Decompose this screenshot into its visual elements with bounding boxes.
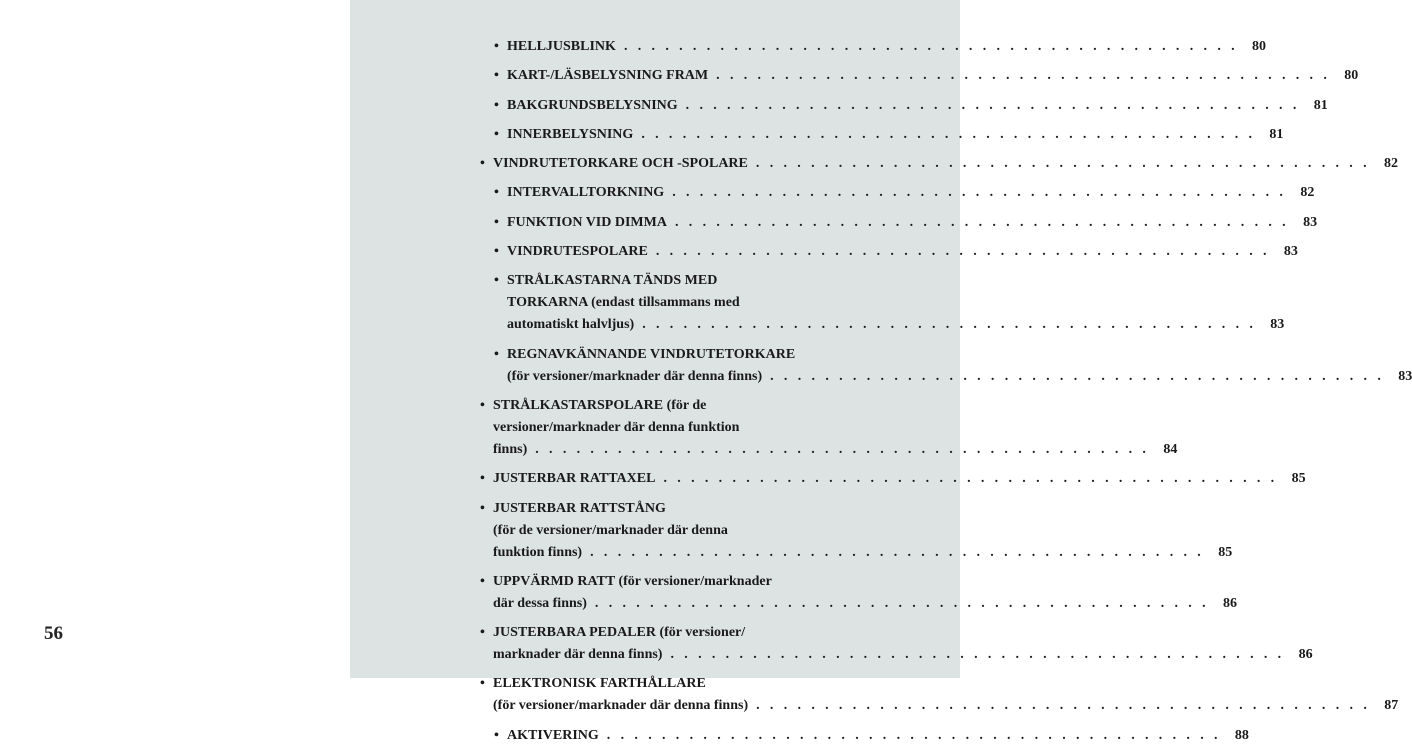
toc-entry[interactable] [480,468,1306,490]
toc-entry-continuation [494,366,1412,388]
toc-entry-title: STRÅLKASTARSPOLARE (för de [493,397,707,413]
page-number: 56 [44,623,63,644]
dot-leader: . . . . . . . . . . . . . . . . . . . . . . . . . . . . . . . . . . . . . . . . . . . . . [642,317,1257,333]
toc-page-number: 85 [1218,544,1233,560]
bullet-icon: • [494,346,499,362]
dot-leader: . . . . . . . . . . . . . . . . . . . . . . . . . . . . . . . . . . . . . . . . . . . . . [590,544,1205,560]
toc-entry-title: marknader där denna finns) [493,647,663,663]
bullet-icon: • [480,625,485,641]
toc-entry[interactable] [480,571,1237,615]
toc-entry-title: FUNKTION VID DIMMA [507,214,667,230]
right-page [350,0,1412,743]
toc-entry-line [494,212,1318,234]
toc-entry[interactable] [494,182,1315,204]
toc-page-number: 80 [1252,39,1267,54]
toc-entry-line [494,182,1315,204]
toc-entry-continuation [480,520,910,542]
toc-entry-title: (för versioner/marknader där denna finns) [493,698,749,714]
toc-entry-title: (för de versioner/marknader där denna [493,522,728,538]
toc-entry[interactable] [494,124,1284,146]
toc-entry-line [494,36,1267,58]
toc-page-number: 83 [1283,244,1298,260]
toc-entry-title: (för versioner/marknader där denna finns) [507,368,763,384]
bullet-icon: • [494,273,499,289]
toc-entry-title: INTERVALLTORKNING [507,185,665,201]
bullet-icon: • [480,573,485,589]
bullet-icon: • [494,185,499,201]
toc-entry-title: AKTIVERING [507,727,599,743]
toc-entry-title: JUSTERBAR RATTSTÅNG [493,500,666,516]
toc-page-number: 87 [1384,698,1399,714]
toc-entry-line [494,95,1328,117]
toc-entry-continuation [480,542,1233,564]
toc-page-number: 83 [1398,368,1412,384]
bullet-icon: • [494,214,499,230]
table-of-contents [350,36,1412,754]
bullet-icon: • [494,727,499,743]
dot-leader: . . . . . . . . . . . . . . . . . . . . . . . . . . . . . . . . . . . . . . . . . . . . . [672,185,1287,201]
bullet-icon: • [494,126,499,142]
toc-entry-title: REGNAVKÄNNANDE VINDRUTETORKARE [507,346,796,362]
toc-page-number: 81 [1313,97,1328,113]
toc-entry-title: ELEKTRONISK FARTHÅLLARE [493,676,706,692]
toc-entry[interactable] [494,95,1328,117]
toc-entry-title: BAKGRUNDSBELYSNING [507,97,678,113]
toc-page-number: 86 [1298,647,1313,663]
toc-page-number: 86 [1223,595,1237,611]
toc-entry-line [480,153,1398,175]
dot-leader: . . . . . . . . . . . . . . . . . . . . . . . . . . . . . . . . . . . . . . . . . . . . . [641,126,1256,142]
toc-entry-continuation [480,695,1399,717]
dot-leader: . . . . . . . . . . . . . . . . . . . . . . . . . . . . . . . . . . . . . . . . . . . . . [535,441,1150,457]
toc-entry-line [480,395,897,417]
bullet-icon: • [494,97,499,113]
toc-page-number: 85 [1291,471,1306,487]
toc-entry-title: JUSTERBARA PEDALER (för versioner/ [493,625,746,641]
toc-page-number: 88 [1234,727,1249,743]
bullet-icon: • [480,500,485,516]
dot-leader: . . . . . . . . . . . . . . . . . . . . . . . . . . . . . . . . . . . . . . . . . . . . . [755,156,1370,172]
toc-entry[interactable] [494,36,1267,58]
toc-page-number: 82 [1384,156,1398,172]
toc-entry-title: finns) [493,441,528,457]
toc-entry-title: VINDRUTESPOLARE [507,244,648,260]
toc-entry[interactable] [494,270,1285,336]
dot-leader: . . . . . . . . . . . . . . . . . . . . . . . . . . . . . . . . . . . . . . . . . . . . . [685,97,1300,113]
toc-entry-line [494,124,1284,146]
toc-entry-title: VINDRUTETORKARE OCH -SPOLARE [493,156,748,172]
toc-entry[interactable] [494,344,1412,388]
toc-entry-line [494,241,1298,263]
dot-leader: . . . . . . . . . . . . . . . . . . . . . . . . . . . . . . . . . . . . . . . . . . . . . [716,68,1331,84]
toc-page-number: 84 [1163,441,1178,457]
toc-entry-title: INNERBELYSNING [507,126,634,142]
bullet-icon: • [494,244,499,260]
toc-entry-title: HELLJUSBLINK [507,39,616,54]
bullet-icon: • [494,68,499,84]
toc-entry[interactable] [480,153,1398,175]
bullet-icon: • [480,471,485,487]
toc-entry[interactable] [494,725,1249,747]
toc-entry-line [494,344,897,366]
toc-entry-line [494,65,1359,87]
toc-entry-title: där dessa finns) [493,595,587,611]
toc-entry[interactable] [480,622,1313,666]
toc-entry-line [480,498,897,520]
toc-entry-title: STRÅLKASTARNA TÄNDS MED [507,273,718,289]
toc-entry-title: funktion finns) [493,544,583,560]
toc-entry-title: JUSTERBAR RATTAXEL [493,471,656,487]
toc-page-number: 80 [1344,68,1359,84]
dot-leader: . . . . . . . . . . . . . . . . . . . . . . . . . . . . . . . . . . . . . . . . . . . . . [606,727,1221,743]
toc-entry-line [494,270,897,292]
dot-leader: . . . . . . . . . . . . . . . . . . . . . . . . . . . . . . . . . . . . . . . . . . . . . [770,368,1385,384]
toc-entry-title: UPPVÄRMD RATT (för versioner/marknader [493,573,772,589]
toc-entry[interactable] [494,212,1318,234]
dot-leader: . . . . . . . . . . . . . . . . . . . . . . . . . . . . . . . . . . . . . . . . . . . . . [670,647,1285,663]
bullet-icon: • [480,156,485,172]
toc-entry-line [480,673,897,695]
left-page [0,0,350,678]
toc-entry-title: KART-/LÄSBELYSNING FRAM [507,68,709,84]
toc-entry[interactable] [494,241,1298,263]
dot-leader: . . . . . . . . . . . . . . . . . . . . . . . . . . . . . . . . . . . . . . . . . . . . . [663,471,1278,487]
toc-entry-line [494,725,1249,747]
toc-entry[interactable] [494,65,1359,87]
toc-entry-continuation [480,644,1313,666]
toc-entry-continuation [480,593,1237,615]
dot-leader: . . . . . . . . . . . . . . . . . . . . . . . . . . . . . . . . . . . . . . . . . . . . . [594,595,1209,611]
dot-leader: . . . . . . . . . . . . . . . . . . . . . . . . . . . . . . . . . . . . . . . . . . . . . [756,698,1371,714]
toc-entry[interactable] [480,673,1399,717]
toc-entry-title: automatiskt halvljus) [507,317,635,333]
toc-entry[interactable] [480,395,1178,461]
bullet-icon: • [480,397,485,413]
toc-entry-continuation [480,417,910,439]
dot-leader: . . . . . . . . . . . . . . . . . . . . . . . . . . . . . . . . . . . . . . . . . . . . . [674,214,1290,230]
bullet-icon: • [494,39,499,54]
toc-entry-title: versioner/marknader där denna funktion [493,419,740,435]
toc-entry-continuation [494,292,910,314]
dot-leader: . . . . . . . . . . . . . . . . . . . . . . . . . . . . . . . . . . . . . . . . . . . . . [623,39,1239,54]
toc-page-number: 83 [1303,214,1318,230]
toc-entry[interactable] [480,498,1233,564]
toc-page-number: 81 [1269,126,1284,142]
toc-entry-line [480,622,897,644]
toc-entry-continuation [494,314,1285,336]
toc-entry-continuation [480,439,1178,461]
toc-page-number: 82 [1300,185,1315,201]
toc-entry-line [480,468,1306,490]
toc-entry-line [480,571,897,593]
toc-entry-title: TORKARNA (endast tillsammans med [507,295,740,311]
dot-leader: . . . . . . . . . . . . . . . . . . . . . . . . . . . . . . . . . . . . . . . . . . . . . [655,244,1270,260]
bullet-icon: • [480,676,485,692]
toc-page-number: 83 [1270,317,1285,333]
